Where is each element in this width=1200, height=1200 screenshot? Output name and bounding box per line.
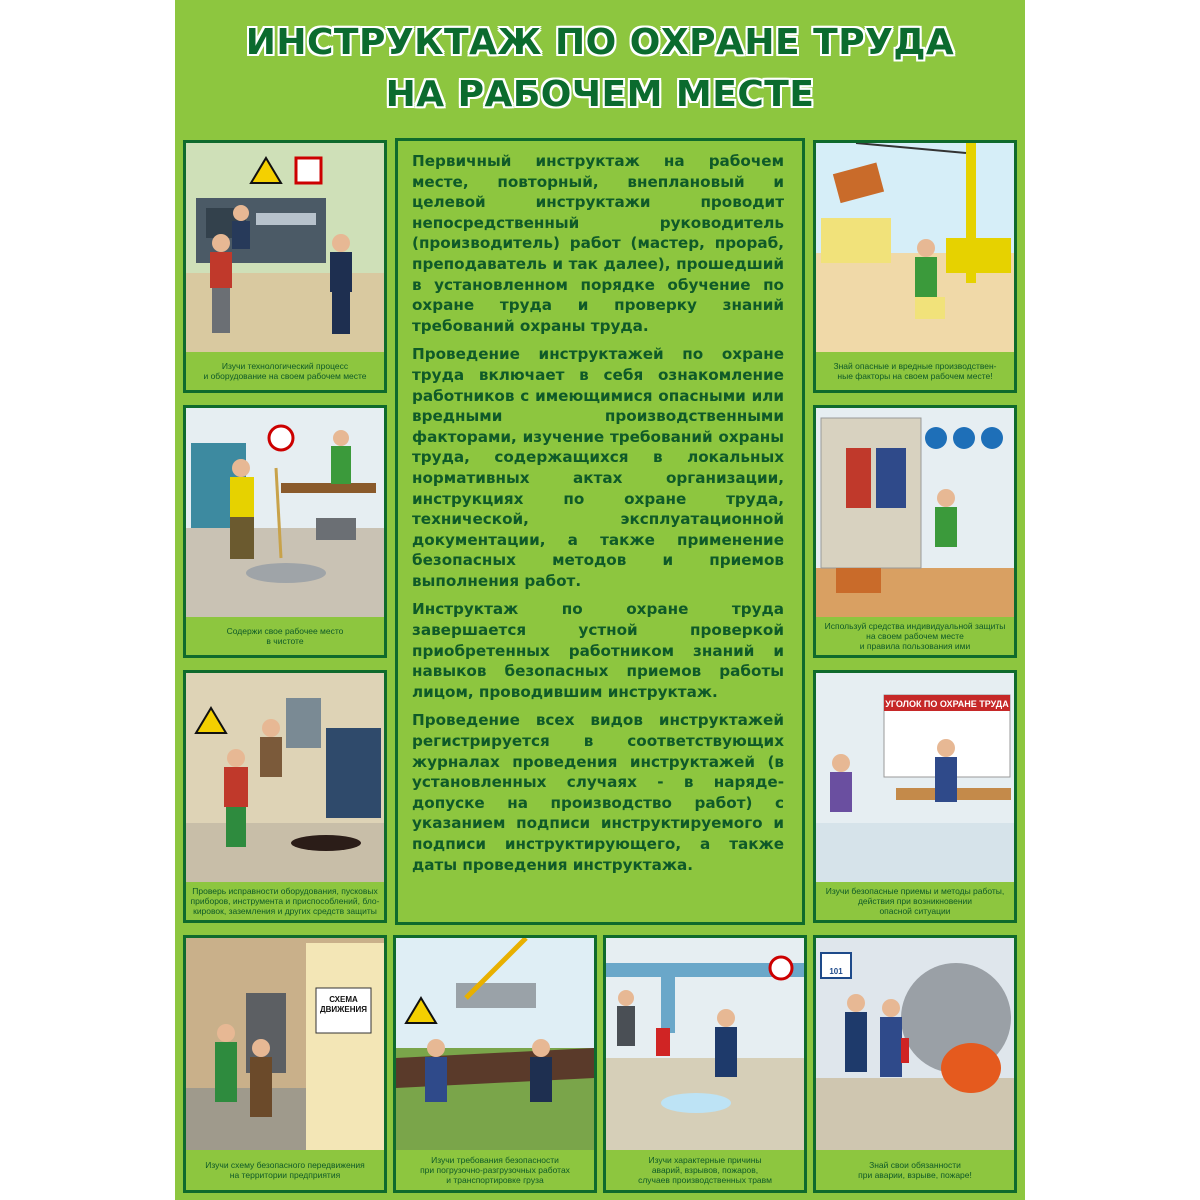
panel-caption: Изучи технологический процесс и оборудование на своем рабочем месте [186,352,384,390]
illustration-ppe [816,408,1014,620]
safety-corner-board: УГОЛОК ПО ОХРАНЕ ТРУДА [885,699,1009,709]
panel-caption: Изучи схему безопасного передвижения на территории предприятия [186,1150,384,1190]
panel-caption: Используй средства индивидуальной защиты на своем рабочем месте и правила пользования ими [816,617,1014,655]
panel-know-hazards [813,140,1017,393]
poster-title-line-1: ИНСТРУКТАЖ ПО ОХРАНЕ ТРУДА [245,22,955,63]
room-number-sign: 101 [829,967,843,976]
illustration-safety-corner [816,673,1014,885]
illustration-leak [606,938,804,1153]
illustration-construction [816,143,1014,355]
illustration-fire [816,938,1014,1153]
panel-keep-clean [183,405,387,658]
panel-safe-methods [813,670,1017,923]
illustration-workshop [186,143,384,355]
panel-caption: Изучи безопасные приемы и методы работы, действия при возникновении опасной ситуации [816,882,1014,920]
poster-title-line-2: НА РАБОЧЕМ МЕСТЕ [385,74,815,115]
panel-caption: Знай опасные и вредные производствен- ные факторы на своем рабочем месте! [816,352,1014,390]
panel-caption: Изучи характерные причины аварий, взрывов, пожаров, случаев производственных травм [606,1150,804,1190]
illustration-warehouse [186,938,384,1153]
traffic-scheme-sign: СХЕМА [329,995,358,1004]
panel-study-process [183,140,387,393]
panel-loading-works [393,935,597,1193]
illustration-cleaning [186,408,384,620]
illustration-crane [396,938,594,1153]
paragraph-4: Проведение всех видов инструктажей регистрируется в соответствующих журналах проведения инструктажей (в установленных случаях - в наряде-допуске на производство работ) с указанием подписи инструктируемого и подписи инструктирующего, а также даты проведения инструктажа. [412,711,784,874]
panel-check-equipment [183,670,387,923]
traffic-scheme-sign-line-2: ДВИЖЕНИЯ [319,1005,368,1014]
panel-caption: Изучи требования безопасности при погрузочно-разгрузочных работах и транспортировке груза [396,1150,594,1190]
panel-traffic-scheme [183,935,387,1193]
paragraph-3: Инструктаж по охране труда завершается устной проверкой приобретенных работником знаний и навыков безопасных приемов работы лицом, проводившим инструктаж. [412,600,784,701]
paragraph-2: Проведение инструктажей по охране труда включает в себя ознакомление работников с имеющимися опасными или вредными производственными факторами, изучение требований охраны труда, содержащихся в локальных нормативных актах организации, инструкциях по охране труда, технической, эксплуатационной документации, а также применение безопасных методов и приемов выполнения работ. [412,345,784,590]
paragraph-1: Первичный инструктаж на рабочем месте, повторный, внеплановый и целевой инструктажи проводит непосредственный руководитель (производитель) работ (мастер, прораб, преподаватель и так далее), прошедший в установленном порядке обучение по охране труда и проверку знаний требований охраны труда. [412,152,784,335]
illustration-electrical [186,673,384,885]
panel-accident-causes [603,935,807,1193]
panel-caption: Содержи свое рабочее место в чистоте [186,617,384,655]
panel-caption: Знай свои обязанности при аварии, взрыве, пожаре! [816,1150,1014,1190]
panel-fire-duties [813,935,1017,1193]
panel-use-ppe [813,405,1017,658]
panel-caption: Проверь исправности оборудования, пусковых приборов, инструмента и приспособлений, бло- кировок, заземления и других средств защиты [186,882,384,920]
instruction-text-box [395,138,805,925]
